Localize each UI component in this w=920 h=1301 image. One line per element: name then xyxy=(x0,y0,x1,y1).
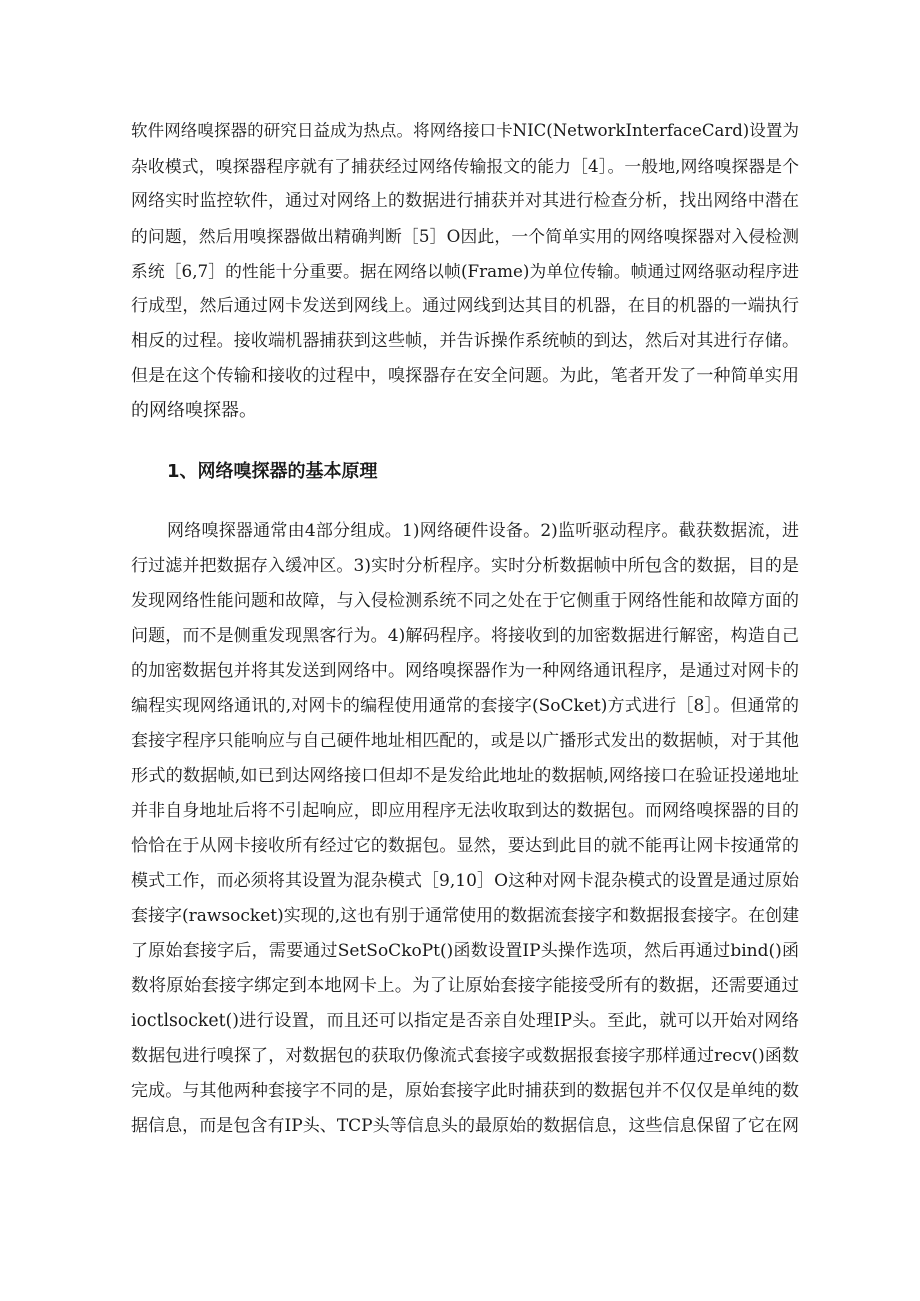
text-line: 的网络嗅探器。 xyxy=(131,400,257,421)
text-line: 相反的过程。接收端机器捕获到这些帧，并告诉操作系统帧的到达，然后对其进行存储。 xyxy=(131,331,799,351)
text-line: 套接字(rawsocket)实现的,这也有别于通常使用的数据流套接字和数据报套接字。在创建 xyxy=(131,906,800,926)
section-heading: 1、网络嗅探器的基本原理 xyxy=(167,461,378,482)
text-line: 完成。与其他两种套接字不同的是，原始套接字此时捕获到的数据包并不仅仅是单纯的数 xyxy=(131,1081,799,1101)
text-line: 网络嗅探器通常由4部分组成。1)网络硬件设备。2)监听驱动程序。截获数据流，进 xyxy=(167,521,799,541)
text-line: 套接字程序只能响应与自己硬件地址相匹配的，或是以广播形式发出的数据帧，对于其他 xyxy=(131,731,799,751)
text-line: 网络实时监控软件，通过对网络上的数据进行捕获并对其进行检查分析，找出网络中潜在 xyxy=(131,191,799,211)
text-line: 编程实现网络通讯的,对网卡的编程使用通常的套接字(SoCket)方式进行［8］。但通常的 xyxy=(131,696,799,716)
text-line: 并非自身地址后将不引起响应，即应用程序无法收取到达的数据包。而网络嗅探器的目的 xyxy=(131,801,799,821)
text-line: 杂收模式，嗅探器程序就有了捕获经过网络传输报文的能力［4］。一般地,网络嗅探器是个 xyxy=(131,156,799,176)
text-line: 发现网络性能问题和故障，与入侵检测系统不同之处在于它侧重于网络性能和故障方面的 xyxy=(131,591,799,611)
text-line: 行过滤并把数据存入缓冲区。3)实时分析程序。实时分析数据帧中所包含的数据，目的是 xyxy=(131,556,799,576)
text-line: 系统［6,7］的性能十分重要。据在网络以帧(Frame)为单位传输。帧通过网络驱动程序进 xyxy=(131,261,799,281)
text-line: 软件网络嗅探器的研究日益成为热点。将网络接口卡NIC(NetworkInterfaceCard)设置为 xyxy=(131,121,799,140)
text-line: 行成型，然后通过网卡发送到网线上。通过网线到达其目的机器，在目的机器的一端执行 xyxy=(131,296,799,316)
text-line: ioctlsocket()进行设置，而且还可以指定是否亲自处理IP头。至此，就可以开始对网络 xyxy=(131,1011,799,1031)
text-line: 问题，而不是侧重发现黑客行为。4)解码程序。将接收到的加密数据进行解密，构造自己 xyxy=(131,626,799,646)
text-line: 据信息，而是包含有IP头、TCP头等信息头的最原始的数据信息，这些信息保留了它在网 xyxy=(131,1116,799,1136)
text-line: 模式工作，而必须将其设置为混杂模式［9,10］O这种对网卡混杂模式的设置是通过原始 xyxy=(131,871,799,891)
text-line: 的加密数据包并将其发送到网络中。网络嗅探器作为一种网络通讯程序，是通过对网卡的 xyxy=(131,661,799,681)
text-line: 形式的数据帧,如已到达网络接口但却不是发给此地址的数据帧,网络接口在验证投递地址 xyxy=(131,766,799,786)
text-line: 数据包进行嗅探了，对数据包的获取仍像流式套接字或数据报套接字那样通过recv()函数 xyxy=(131,1046,799,1066)
text-line: 的问题，然后用嗅探器做出精确判断［5］O因此，一个简单实用的网络嗅探器对入侵检测 xyxy=(131,226,799,246)
text-line: 但是在这个传输和接收的过程中，嗅探器存在安全问题。为此，笔者开发了一种简单实用 xyxy=(131,366,799,386)
text-line: 恰恰在于从网卡接收所有经过它的数据包。显然，要达到此目的就不能再让网卡按通常的 xyxy=(131,836,799,856)
text-line: 了原始套接字后，需要通过SetSoCkoPt()函数设置IP头操作选项，然后再通过bind()函 xyxy=(131,941,799,961)
text-line: 数将原始套接字绑定到本地网卡上。为了让原始套接字能接受所有的数据，还需要通过 xyxy=(131,976,799,996)
